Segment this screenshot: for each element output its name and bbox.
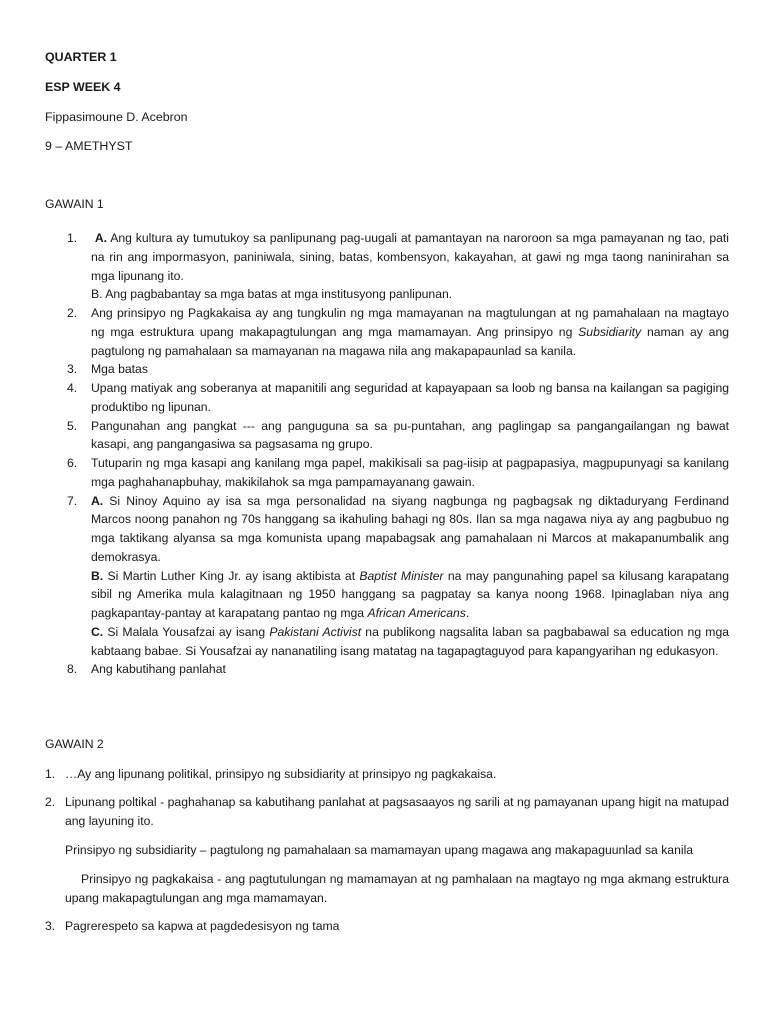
sub-paragraph: Prinsipyo ng pagkakaisa - ang pagtutulungan ng mamamayan at ng pamhalaan na magtayo ng mga akmang estruktura upang makapagtulungan ang mga mamamayan. <box>65 872 729 905</box>
list-item: 2. Lipunang poltikal - paghahanap sa kabutihang panlahat at pagsasaayos ng sarili at ng pamayanan upang higit na matupad ang layuning ito. <box>45 795 729 828</box>
list-item <box>45 454 729 492</box>
item-number: 1. <box>67 231 78 245</box>
item-number: 2. <box>67 306 78 320</box>
gawain2-title: GAWAIN 2 <box>45 737 104 751</box>
item-part-b: B. Ang pagbabantay sa mga batas at mga institusyong panlipunan. <box>91 287 453 302</box>
item-text: Tutuparin ng mga kasapi ang kanilang mga papel, makikisali sa pag-iisip at pagpapasiya, magpupunyagi sa kanilang mga paghahanapbuhay, makikilahok sa mga pampamayanang gawain. <box>91 456 729 489</box>
item-number: 4. <box>67 381 78 395</box>
item-part-a: A. Ang kultura ay tumutukoy sa panlipunang pag-uugali at pamantayan na naroroon sa mga pamayanan ng tao, pati na rin ang impormasyon, paniniwala, sining, batas, kombensyon, kakayahan, at gawi ng mga taong naninirahan sa mga lipunang ito. <box>91 231 730 283</box>
item-part-b: B. Si Martin Luther King Jr. ay isang aktibista at Baptist Minister na may pangunahing papel sa kilusang karapatang sibil ng Amerika mula kalagitnaan ng 1950 hanggang sa pagpatay sa kanya noong 1968. Ipinaglaban niya ang pagkapantay-pantay at karapatang pantao ng mga African Americans. <box>91 568 729 620</box>
gawain2-item-2 <box>45 793 729 831</box>
quarter-label: QUARTER 1 <box>45 50 117 64</box>
item-part-a: A. Si Ninoy Aquino ay isa sa mga personalidad na siyang nagbunga ng pagbagsak ng diktaduryang Ferdinand Marcos noong panahon ng 70s hanggang sa ikahuling bahagi ng 80s. Ilan sa mga nagawa niya ay ang pagbubuo ng mga taktikang alyansa sa mga komunista upang mapabagsak ang pamahalaan ni Marcos at makapanumbalik ang demokrasya. <box>91 493 730 564</box>
item-number: 7. <box>67 493 78 508</box>
list-item <box>45 229 729 304</box>
gawain2-item-1 <box>45 765 729 784</box>
item-number: 1. <box>45 767 56 781</box>
week-label: ESP WEEK 4 <box>45 80 121 94</box>
list-item: 3. Pagrerespeto sa kapwa at pagdedesisyon ng tama <box>45 917 729 936</box>
item-text: Ang prinsipyo ng Pagkakaisa ay ang tungkulin ng mga mamayanan na magtulungan at ng pamahalaan na magtayo ng mga estruktura upang makapagtulungan ang mga mamamayan. Ang prinsipyo ng Subsidiarity naman ay ang pagtulong ng pamahalaan sa mamayanan na magawa nila ang makapapaunlad sa kanila. <box>91 306 729 358</box>
item-number: 3. <box>67 362 78 377</box>
item-number: 6. <box>67 456 78 470</box>
gawain2-item-3 <box>45 917 729 936</box>
student-name: Fippasimoune D. Acebron <box>45 110 188 124</box>
item-number: 5. <box>67 418 78 433</box>
class-section: 9 – AMETHYST <box>45 139 133 153</box>
list-item <box>45 304 729 360</box>
sub-paragraph: Prinsipyo ng subsidiarity – pagtulong ng pamahalaan sa mamamayan upang magawa ang makapaguunlad sa kanila <box>65 843 694 857</box>
list-item: 1. …Ay ang lipunang politikal, prinsipyo ng subsidiarity at prinsipyo ng pagkakaisa. <box>45 765 729 784</box>
list-item <box>45 360 729 379</box>
gawain2-item-2-sub1 <box>45 841 729 860</box>
list-item <box>45 660 729 679</box>
list-item <box>45 417 729 455</box>
gawain1-list <box>45 229 729 679</box>
gawain1-title: GAWAIN 1 <box>45 197 104 211</box>
gawain2-item-2-sub2 <box>45 870 729 908</box>
list-item <box>45 379 729 417</box>
item-text: Upang matiyak ang soberanya at mapanitili ang seguridad at kapayapaan sa loob ng bansa na kailangan sa pagiging produktibo ng lipunan. <box>91 381 729 414</box>
item-number: 2. <box>45 795 56 809</box>
item-text: Pangunahan ang pangkat --- ang panguguna sa sa pu-puntahan, ang paglingap sa pangangailangan ng bawat kasapi, ang pangangasiwa sa pagsasama ng grupo. <box>91 418 729 452</box>
item-text: Ang kabutihang panlahat <box>91 662 226 677</box>
item-text: Mga batas <box>91 362 148 377</box>
item-number: 8. <box>67 662 78 677</box>
item-number: 3. <box>45 919 56 933</box>
item-part-c: C. Si Malala Yousafzai ay isang Pakistani Activist na publikong nagsalita laban sa pagbabawal sa education ng mga kabtaang babae. Si Yousafzai ay nananatiling isang matatag na tagapagtaguyod para kapangyarihan ng edukasyon. <box>91 624 730 658</box>
list-item <box>45 492 729 661</box>
